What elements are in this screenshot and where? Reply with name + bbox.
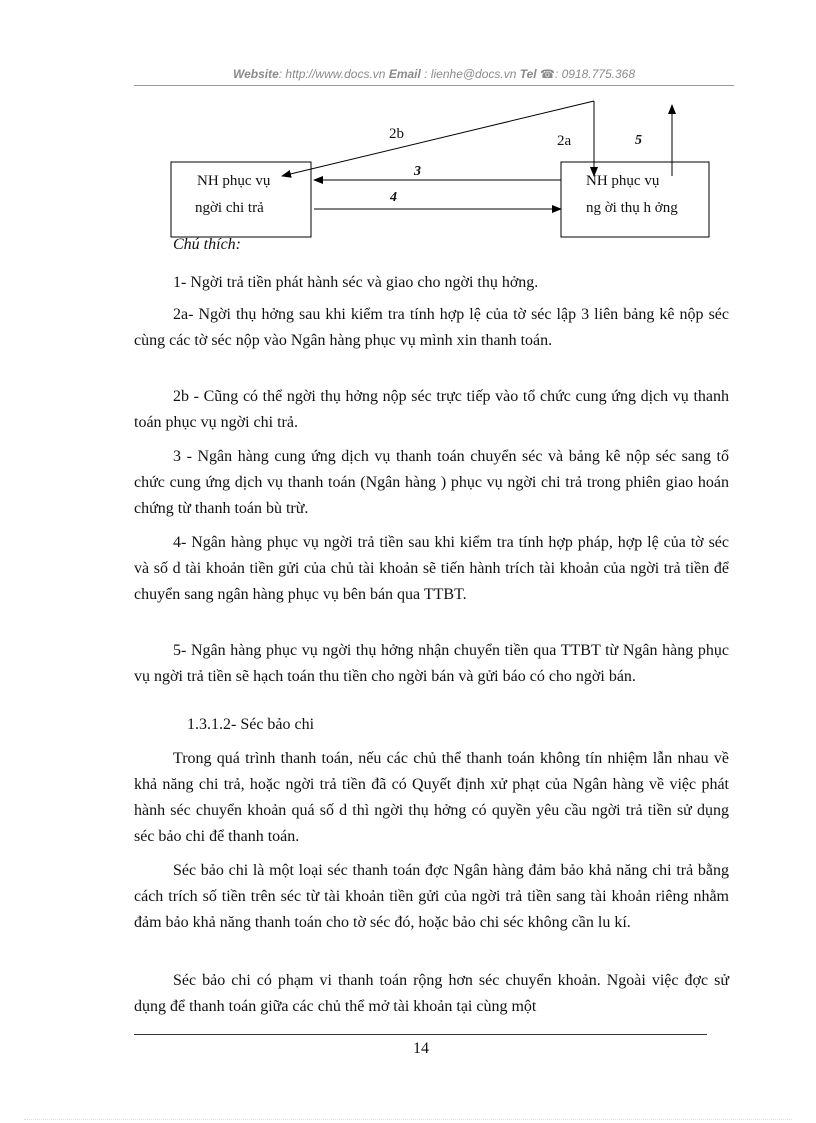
body-paragraph-2: Séc bảo chi là một loại séc thanh toán đợc Ngân hàng đảm bảo khả năng chi trả bằng cách trích số tiền trên séc từ tài khoản tiền gửi của ngời trả tiền sang tài khoản riêng nhằm đảm bảo khả năng thanh toán cho tờ séc đó, hoặc bảo chi séc không cần lu kí. — [134, 862, 729, 931]
phone-icon: ☎ — [540, 67, 555, 81]
label-2b: 2b — [389, 126, 404, 142]
label-5: 5 — [635, 133, 642, 148]
page-bottom-edge — [24, 1119, 792, 1120]
payee-bank-line2: ng ời thụ h ởng — [586, 200, 678, 216]
step-1-paragraph: 1- Ngời trả tiền phát hành séc và giao cho ngời thụ hởng. — [173, 274, 539, 291]
website-url[interactable]: : http://www.docs.vn — [278, 67, 386, 81]
step-2a-paragraph: 2a- Ngời thụ hởng sau khi kiểm tra tính hợp lệ của tờ séc lập 3 liên bảng kê nộp séc cùng các tờ séc nộp vào Ngân hàng phục vụ mình xin thanh toán. — [134, 306, 729, 349]
payment-flow-diagram — [0, 0, 816, 260]
payer-bank-line1: NH phục vụ — [197, 173, 271, 189]
step-3-paragraph: 3 - Ngân hàng cung ứng dịch vụ thanh toán chuyển séc và bảng kê nộp séc sang tổ chức cung ứng dịch vụ thanh toán (Ngân hàng ) phục vụ ngời chi trả trong phiên giao hoán chứng từ thanh toán bù trừ. — [134, 448, 729, 517]
step-2b-paragraph: 2b - Cũng có thể ngời thụ hởng nộp séc trực tiếp vào tổ chức cung ứng dịch vụ thanh toán phục vụ ngời chi trả. — [134, 388, 729, 431]
label-3: 3 — [414, 164, 421, 179]
step-4-paragraph: 4- Ngân hàng phục vụ ngời trả tiền sau khi kiểm tra tính hợp pháp, hợp lệ của tờ séc và số d tài khoản tiền gửi của chủ tài khoản sẽ tiến hành trích tài khoản của ngời trả tiền để chuyển sang ngân hàng phục vụ bên bán qua TTBT. — [134, 534, 729, 603]
page-number: 14 — [413, 1040, 429, 1057]
diagram-caption: Chú thích: — [173, 236, 241, 253]
website-label: Website — [232, 67, 279, 81]
payee-bank-line1: NH phục vụ — [586, 173, 660, 189]
email-value[interactable]: : lienhe@docs.vn — [424, 67, 517, 81]
label-4: 4 — [390, 190, 397, 205]
footer-divider — [134, 1034, 707, 1035]
email-label: Email — [388, 67, 421, 81]
label-2a: 2a — [557, 133, 572, 149]
tel-label: Tel — [519, 67, 537, 81]
body-paragraph-3: Séc bảo chi có phạm vi thanh toán rộng hơn séc chuyển khoản. Ngoài việc đợc sử dụng để thanh toán giữa các chủ thể mở tài khoản tại cùng một — [134, 972, 729, 1015]
body-paragraph-1: Trong quá trình thanh toán, nếu các chủ thể thanh toán không tín nhiệm lẫn nhau về khả năng chi trả, hoặc ngời trả tiền đã có Quyết định xử phạt của Ngân hàng về việc phát hành séc chuyển khoản quá số d thì ngời thụ hởng có quyền yêu cầu ngời trả tiền sử dụng séc bảo chi để thanh toán. — [134, 750, 729, 845]
section-heading: 1.3.1.2- Séc bảo chi — [187, 716, 315, 733]
tel-value: : 0918.775.368 — [554, 67, 636, 81]
step-5-paragraph: 5- Ngân hàng phục vụ ngời thụ hởng nhận chuyển tiền qua TTBT từ Ngân hàng phục vụ ngời trả tiền sẽ hạch toán thu tiền cho ngời bán và gửi báo có cho ngời bán. — [134, 642, 729, 685]
payer-bank-line2: ngời chi trả — [195, 200, 264, 216]
arrow-2b — [282, 101, 594, 176]
